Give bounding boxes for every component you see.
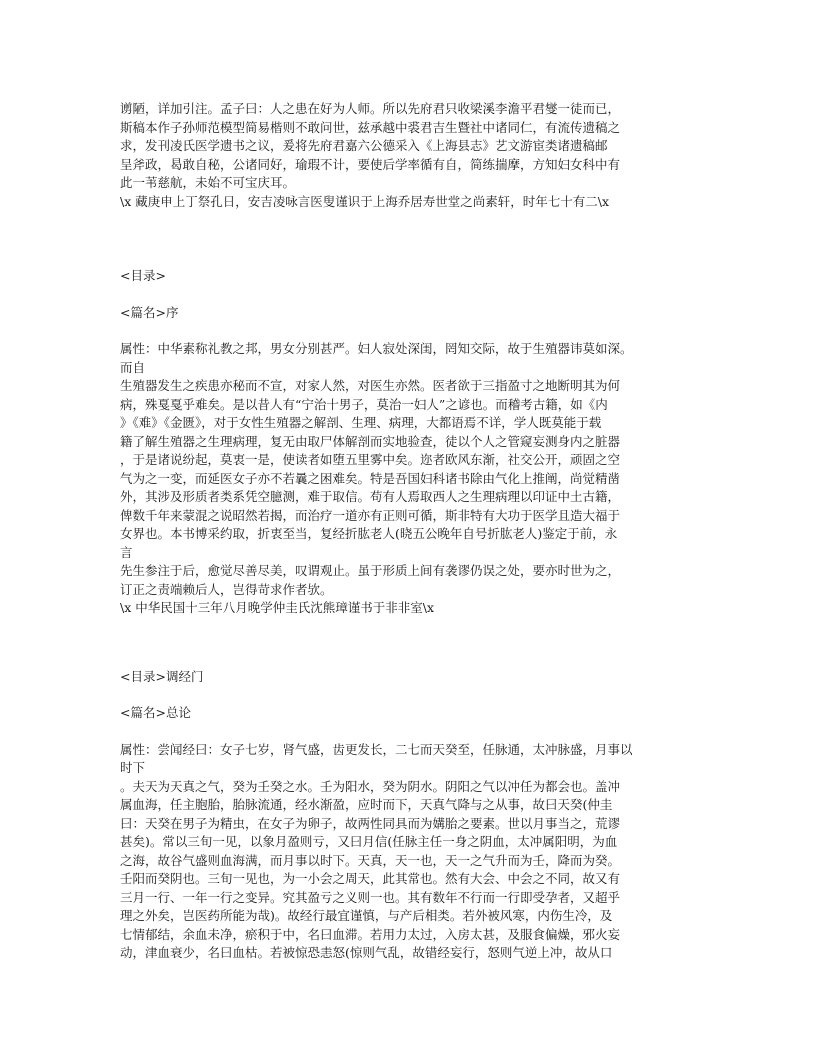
text-line: 求，发刊凌氏医学遗书之议，爰将先府君嘉六公德采入《上海县志》艺文游宦类诸遗稿邮 — [120, 138, 608, 153]
toc-heading: <目录>调经门 — [120, 668, 204, 684]
text-line: 》《难》《金匮》，对于女性生殖器之解剖、生理、病理，大都语焉不详，学人既莫能于载 — [120, 415, 602, 430]
section-menstruation — [120, 668, 710, 963]
text-line: 籍了解生殖器之生理病理，复无由取尸体解剖而实地验查，徒以个人之管窥妄测身内之脏器 — [120, 433, 621, 449]
text-line: 斯稿本作子孙师范模型简易楷则不敢问世，兹承越中裘君吉生暨社中诸同仁，有流传遗稿之 — [120, 119, 621, 135]
text-line: 呈斧政，曷敢自秘，公诸同好，瑜瑕不计，要使后学率循有自，简练揣摩，方知妇女科中有 — [120, 156, 621, 172]
text-line: 俾数千年来蒙混之说昭然若揭，而治疗一道亦有正则可循，斯非特有大功于医学且造大福于 — [120, 507, 621, 523]
text-line: 七情郁结，余血未净，瘀积于中，名曰血滞。若用力太过，入房太甚，及服食偏燥，邪火妄 — [120, 926, 621, 942]
text-line: 属性：尝闻经曰：女子七岁，肾气盛，齿更发长，二七而天癸至，任脉通，太冲脉盛，月事以 — [120, 741, 633, 757]
text-line: 言 — [120, 544, 133, 560]
section-preface — [120, 267, 710, 618]
text-line: 而自 — [120, 359, 146, 375]
toc-heading: <目录> — [120, 268, 166, 283]
text-line: 曰：天癸在男子为精虫，在女子为卵子，故两性同具而为媾胎之要素。世以月事当之，荒谬 — [120, 815, 621, 831]
chapter-title: <篇名>序 — [120, 304, 179, 320]
preface-tail — [120, 100, 710, 211]
document-page — [120, 100, 710, 963]
text-line: 女界也。本书博采约取，折衷至当，复经折肱老人(晓五公晚年自号折肱老人)鉴定于前，永 — [120, 526, 618, 541]
text-line: 病，殊戛戛乎难矣。是以昔人有“宁治十男子，莫治一妇人”之谚也。而稽考古籍，如《内 — [120, 396, 608, 412]
text-line: 外，其涉及形质者类系凭空臆测，难于取信。苟有人焉取西人之生理病理以印证中土古籍， — [120, 489, 621, 504]
text-line: 属血海，任主胞胎，胎脉流通，经水渐盈，应时而下，天真气降与之从事，故曰天癸(仲圭 — [120, 797, 613, 812]
text-line: 气为之一变，而延医女子亦不若曩之困难矣。特是吾国妇科诸书除由气化上推阐，尚觉精凿 — [120, 470, 621, 486]
text-line: 此一苇慈航，未始不可宝庆耳。 — [120, 175, 296, 190]
text-line: 时下 — [120, 760, 146, 775]
text-line: 。夫天为天真之气，癸为壬癸之水。壬为阳水，癸为阴水。阴阳之气以冲任为都会也。盖冲 — [120, 778, 621, 794]
text-line: \x 中华民国十三年八月晚学仲圭氏沈熊璋谨书于非非室\x — [120, 600, 434, 615]
text-line: \x 藏庚申上丁祭孔日，安吉凌咏言医叟谨识于上海乔居寿世堂之尚素轩，时年七十有二\x — [120, 193, 609, 209]
text-line: 甚矣)。常以三旬一见，以象月盈则亏，又曰月信(任脉主任一身之阴血，太冲属阳明，为血 — [120, 834, 618, 849]
text-line: 壬阳而癸阴也。三旬一见也，为一小会之周天，此其常也。然有大会、中会之不同，故又有 — [120, 871, 621, 886]
text-line: 谫陋，详加引注。孟子曰：人之患在好为人师。所以先府君只收梁溪李澹平君燮一徒而已， — [120, 101, 621, 116]
text-line: ，于是诸说纷起，莫衷一是，使读者如堕五里雾中矣。迩者欧风东渐，社交公开，顽固之空 — [120, 452, 621, 467]
text-line: 三月一行、一年一行之变异。究其盈亏之义则一也。其有数年不行而一行即受孕者，又超乎 — [120, 889, 621, 905]
text-line: 动，津血衰少，名曰血枯。若被惊恐恚怒(惊则气乱，故错经妄行，怒则气逆上冲，故从口 — [120, 945, 613, 960]
text-line: 理之外矣，岂医药所能为哉)。故经行最宜谨慎，与产后相类。若外被风寒，内伤生冷，及 — [120, 908, 613, 923]
text-line: 先生参注于后，愈觉尽善尽美，叹谓观止。虽于形质上间有袭谬仍误之处，要亦时世为之， — [120, 563, 621, 578]
text-line: 之海，故谷气盛则血海满，而月事以时下。天真，天一也，天一之气升而为壬，降而为癸。 — [120, 852, 621, 868]
text-line: 订正之责端赖后人，岂得苛求作者欤。 — [120, 581, 333, 597]
chapter-title: <篇名>总论 — [120, 705, 191, 720]
text-line: 属性：中华素称礼教之邦，男女分别甚严。妇人寂处深闺，罔知交际，故于生殖器讳莫如深。 — [120, 341, 633, 356]
text-line: 生殖器发生之疾患亦秘而不宣，对家人然，对医生亦然。医者欲于三指盈寸之地断明其为何 — [120, 378, 621, 393]
